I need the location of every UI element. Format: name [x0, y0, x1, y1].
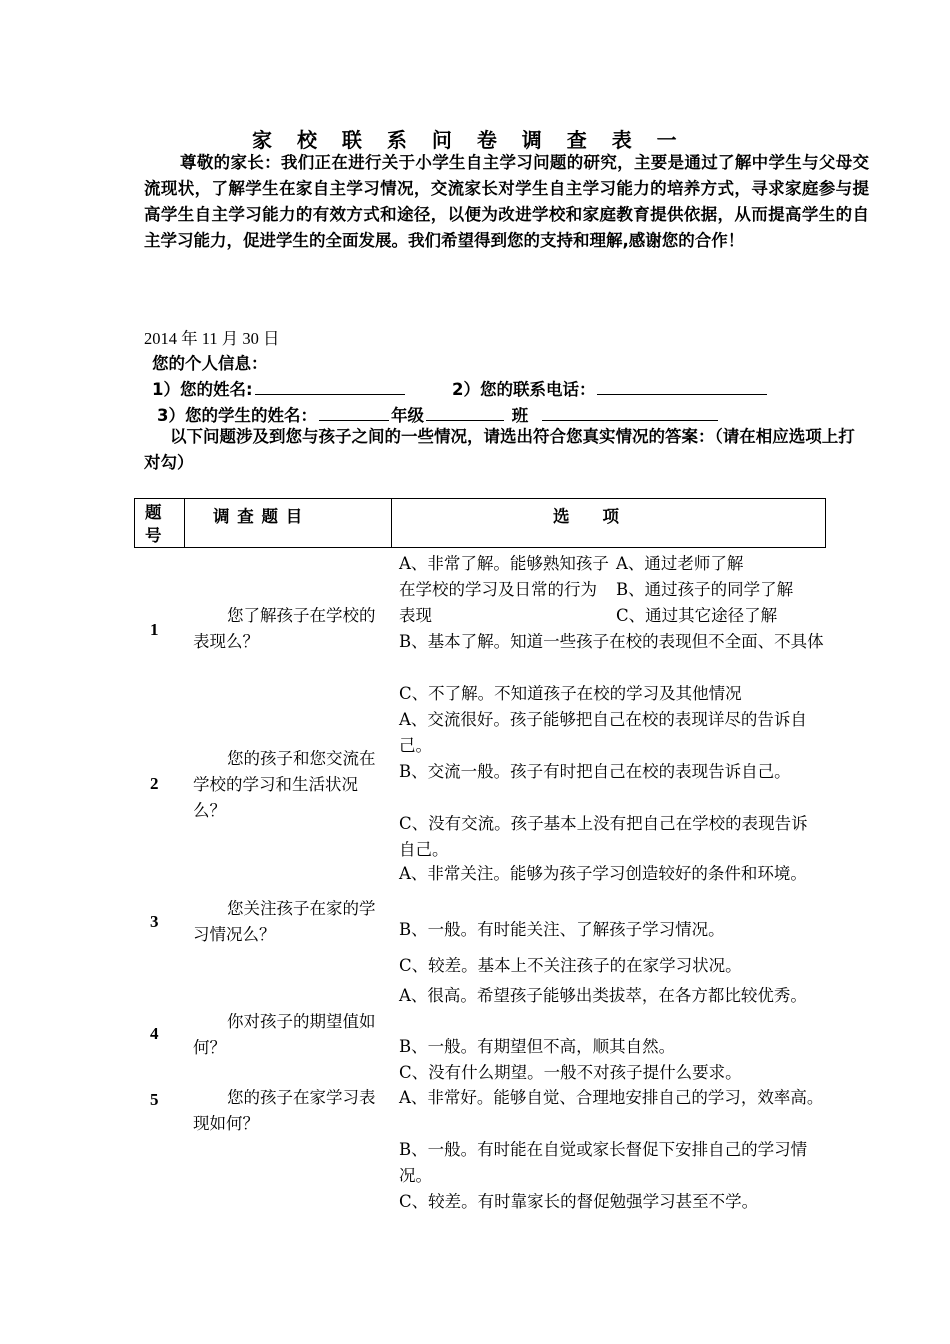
row-question: 您了解孩子在学校的表现么？ [193, 606, 376, 651]
row-question: 您的孩子在家学习表现如何？ [193, 1088, 376, 1133]
student-row [157, 402, 720, 426]
option-a[interactable]: A、非常了解。能够熟知孩子在学校的学习及日常的行为表现 [399, 554, 609, 625]
student-name-field[interactable] [319, 403, 389, 421]
option-c[interactable]: C、不了解。不知道孩子在校的学习及其他情况 [399, 684, 742, 703]
option-a[interactable]: A、很高。希望孩子能够出类拔萃，在各方都比较优秀。 [399, 986, 807, 1005]
student-name-label: 3）您的学生的姓名： [157, 406, 317, 425]
sub-options [616, 551, 826, 629]
row-number: 4 [150, 1024, 159, 1043]
row-number: 1 [150, 620, 159, 639]
personal-info-heading: 您的个人信息： [152, 354, 268, 373]
phone-label: 2）您的联系电话： [452, 380, 596, 399]
phone-row [452, 376, 769, 400]
row-number: 2 [150, 774, 159, 793]
name-row [152, 376, 407, 400]
grade-field[interactable] [426, 403, 504, 421]
row-question: 您关注孩子在家的学习情况么？ [193, 899, 376, 944]
option-b[interactable]: B、一般。有期望但不高，顺其自然。 [399, 1037, 676, 1056]
instruction-text: 以下问题涉及到您与孩子之间的一些情况，请选出符合您真实情况的答案：（请在相应选项上打对勾） [144, 427, 855, 472]
option-b[interactable]: B、交流一般。孩子有时把自己在校的表现告诉自己。 [399, 762, 791, 781]
option-a[interactable]: A、非常好。能够自觉、合理地安排自己的学习，效率高。 [399, 1088, 824, 1107]
name-label: 1）您的姓名: [152, 380, 253, 399]
option-c[interactable]: C、较差。基本上不关注孩子的在家学习状况。 [399, 956, 742, 975]
intro-paragraph: 尊敬的家长：我们正在进行关于小学生自主学习问题的研究，主要是通过了解中学生与父母交流现状，了解学生在家自主学习情况，交流家长对学生自主学习能力的培养方式，寻求家庭参与提高学生自主学习能力的有效方式和途径，以便为改进学校和家庭教育提供依据，从而提高学生的自主学习能力，促进学生的全面发展。我们希望得到您的支持和理解,感谢您的合作！ [144, 153, 869, 250]
name-field[interactable] [255, 377, 405, 395]
row-question: 您的孩子和您交流在学校的学习和生活状况么？ [193, 749, 376, 820]
grade-label: 年级 [390, 406, 424, 425]
option-b[interactable]: B、一般。有时能关注、了解孩子学习情况。 [399, 920, 725, 939]
row-number: 5 [150, 1090, 159, 1109]
class-label: 班 [511, 406, 529, 425]
page-title: 家 校 联 系 问 卷 调 查 表 一 [252, 128, 686, 152]
header-number: 题号 [145, 503, 162, 545]
option-c[interactable]: C、较差。有时靠家长的督促勉强学习甚至不学。 [399, 1192, 759, 1211]
sub-option[interactable]: C、通过其它途径了解 [616, 606, 778, 625]
header-divider [184, 499, 185, 547]
survey-date: 2014 年 11 月 30 日 [144, 329, 280, 348]
phone-field[interactable] [597, 377, 767, 395]
header-question: 调 查 题 目 [213, 507, 304, 526]
option-c[interactable]: C、没有什么期望。一般不对孩子提什么要求。 [399, 1063, 742, 1082]
option-b[interactable]: B、基本了解。知道一些孩子在校的表现但不全面、不具体 [399, 632, 824, 651]
row-question: 你对孩子的期望值如何？ [193, 1012, 376, 1057]
table-header [134, 498, 826, 548]
option-a[interactable]: A、交流很好。孩子能够把自己在校的表现详尽的告诉自己。 [399, 710, 807, 755]
option-c[interactable]: C、没有交流。孩子基本上没有把自己在学校的表现告诉自己。 [399, 814, 808, 859]
header-options: 选 项 [553, 507, 619, 526]
class-field[interactable] [542, 403, 718, 421]
option-b[interactable]: B、一般。有时能在自觉或家长督促下安排自己的学习情况。 [399, 1140, 808, 1185]
sub-option[interactable]: B、通过孩子的同学了解 [616, 580, 794, 599]
sub-option[interactable]: A、通过老师了解 [616, 554, 744, 573]
option-a[interactable]: A、非常关注。能够为孩子学习创造较好的条件和环境。 [399, 864, 807, 883]
header-divider [391, 499, 392, 547]
row-number: 3 [150, 912, 159, 931]
